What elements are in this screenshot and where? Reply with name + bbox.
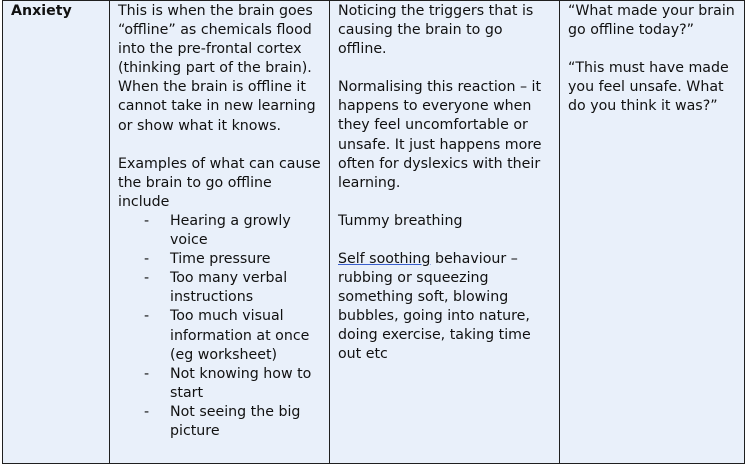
dash-bullet: -	[144, 365, 150, 382]
row-label-cell	[3, 1, 110, 463]
paragraph-gap	[338, 231, 554, 250]
description-cell	[110, 1, 330, 463]
list-item: - Too much visual information at once (eg worksheet)	[144, 308, 310, 363]
row-label: Anxiety	[11, 3, 72, 19]
self-soothing-term: Self soothing	[338, 250, 431, 267]
dash-bullet: -	[144, 251, 150, 268]
questions-cell	[560, 1, 744, 463]
paragraph-gap	[338, 193, 554, 212]
list-item: - Time pressure	[144, 250, 324, 269]
strategy-normalising: Normalising this reaction – it happens to everyone when they feel uncomfortable or unsafe. It just happens more often for dyslexics with their learning.	[338, 79, 542, 191]
self-soothing-description: behaviour – rubbing or squeezing something soft, blowing bubbles, going into nature, doing exercise, taking time out etc	[338, 250, 531, 363]
dash-bullet: -	[144, 308, 150, 325]
question-unsafe: “This must have made you feel unsafe. What do you think it was?”	[568, 60, 729, 115]
paragraph-gap	[568, 40, 739, 59]
list-item: - Not seeing the big picture	[144, 403, 301, 439]
dash-bullet: -	[144, 270, 150, 287]
examples-list	[118, 212, 324, 441]
list-item: - Hearing a growly voice	[144, 212, 291, 249]
description-paragraph: This is when the brain goes “offline” as chemicals flood into the pre-frontal cortex (thinking part of the brain). When the brain is offline it cannot take in new learning or show what it knows.	[118, 3, 316, 134]
strategy-self-soothing	[338, 250, 554, 365]
strategy-triggers: Noticing the triggers that is causing the brain to go offline.	[338, 3, 534, 58]
list-item: - Not knowing how to start	[144, 365, 312, 401]
strategy-breathing: Tummy breathing	[338, 212, 463, 229]
dash-bullet: -	[144, 212, 150, 229]
question-offline: “What made your brain go offline today?”	[568, 3, 735, 39]
list-item: - Too many verbal instructions	[144, 270, 288, 306]
paragraph-gap	[338, 59, 554, 78]
examples-intro: Examples of what can cause the brain to go offline include	[118, 155, 321, 210]
paragraph-gap	[118, 136, 324, 155]
anxiety-table	[2, 0, 745, 464]
strategies-cell	[330, 1, 560, 463]
dash-bullet: -	[144, 403, 150, 420]
